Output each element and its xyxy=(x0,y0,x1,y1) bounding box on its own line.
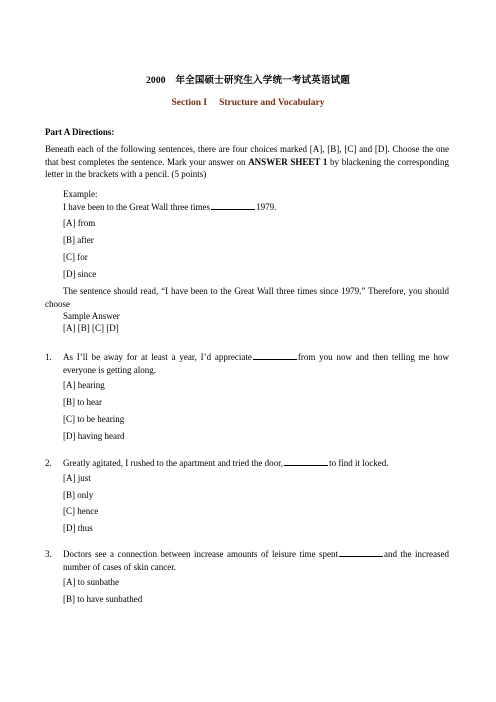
part-a-heading: Part A Directions: xyxy=(45,127,115,137)
example-blank xyxy=(211,201,255,210)
question-number: 3. xyxy=(45,549,52,559)
sample-answer-label: Sample Answer xyxy=(63,311,120,321)
question-option: [D] thus xyxy=(63,523,93,533)
question-option: [B] to have sunbathed xyxy=(63,594,143,604)
sample-answer-choices: [A] [B] [C] [D] xyxy=(63,323,119,333)
question-blank xyxy=(339,548,383,557)
question-text-part-2: from you now and then telling me how everyone is getting along. xyxy=(63,352,449,375)
question-option: [A] to sunbathe xyxy=(63,577,119,587)
example-option-a: [A] from xyxy=(63,218,96,228)
question-option: [B] only xyxy=(63,490,94,500)
question-text-part-1: Greatly agitated, I rushed to the apartment and tried the door, xyxy=(63,458,284,468)
example-sentence xyxy=(63,201,276,213)
section-number: Section I xyxy=(171,98,208,108)
question-text-part-2: to find it locked. xyxy=(329,458,389,468)
exam-title: 2000 年全国硕士研究生入学统一考试英语试题 xyxy=(145,76,351,86)
example-sentence-part-1: I have been to the Great Wall three times xyxy=(63,202,211,212)
question-text-part-1: As I’ll be away for at least a year, I’d appreciate xyxy=(63,352,252,362)
example-option-b: [B] after xyxy=(63,235,94,245)
question-blank xyxy=(253,351,297,360)
question-blank xyxy=(284,457,328,466)
example-option-d: [D] since xyxy=(63,269,97,279)
question-option: [A] just xyxy=(63,473,91,483)
question-option: [B] to hear xyxy=(63,397,102,407)
question-option: [D] having heard xyxy=(63,431,125,441)
example-sentence-part-2: 1979. xyxy=(256,202,277,212)
section-name: Structure and Vocabulary xyxy=(219,98,325,108)
question-option: [C] hence xyxy=(63,506,99,516)
question-option: [A] hearing xyxy=(63,380,105,390)
directions-text-2: by blackening the corresponding letter in the brackets with a pencil. (5 points) xyxy=(45,156,450,179)
example-explanation: The sentence should read, “I have been to the Great Wall three times since 1979.” Therefore, you should choose xyxy=(45,286,449,309)
question-text xyxy=(63,457,449,470)
question-number: 1. xyxy=(45,352,52,362)
section-heading xyxy=(0,98,496,108)
directions-text-1: Beneath each of the following sentences, there are four choices marked [A], [B], [C] and [D]. Choose the one that best completes the sentence. Mark your answer on xyxy=(45,144,449,167)
question-option: [C] to be hearing xyxy=(63,414,125,424)
question-text xyxy=(63,548,449,574)
question-text-part-1: Doctors see a connection between increase amounts of leisure time spent xyxy=(63,549,339,559)
question-text xyxy=(63,351,449,377)
question-number: 2. xyxy=(45,458,52,468)
part-a-directions xyxy=(45,143,449,181)
example-label: Example: xyxy=(63,189,98,199)
example-option-c: [C] for xyxy=(63,252,88,262)
directions-answer-sheet: ANSWER SHEET 1 xyxy=(248,156,328,167)
question-text-part-2: and the increased number of cases of skin cancer. xyxy=(63,549,450,572)
